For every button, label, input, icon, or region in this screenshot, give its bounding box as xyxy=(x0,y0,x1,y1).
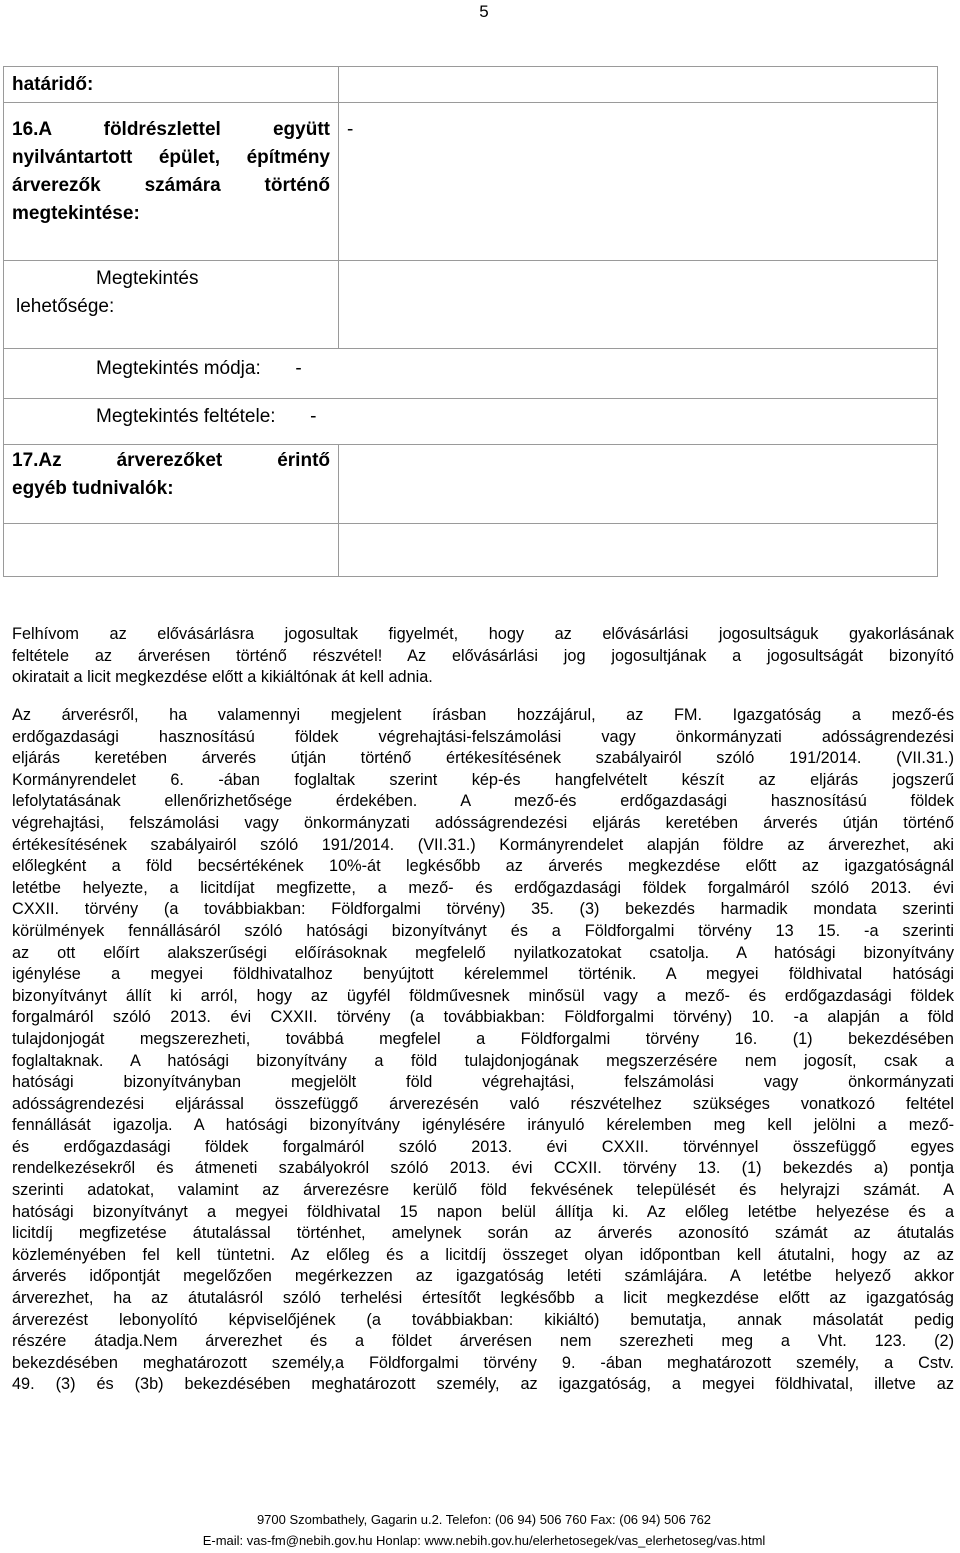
megtekintes-lehetosege-label-2: lehetősége: xyxy=(16,296,115,317)
megtekintes-lehetosege-value-cell xyxy=(339,261,938,349)
megtekintes-modja-value: - xyxy=(295,358,302,379)
preemption-notice-paragraph xyxy=(12,624,954,689)
item16-value: - xyxy=(347,119,354,140)
paragraph-line: szerinti adatokat, valamint az árverezésre kerülő föld fekvésének települését és helyrajzi számát. A xyxy=(12,1181,954,1200)
paragraph-line: CXXII. törvény (a továbbiakban: Földforgalmi törvény) 35. (3) bekezdés harmadik mondata szerinti xyxy=(12,900,954,919)
paragraph-line: foglaltaknak. A hatósági bizonyítvány a föld tulajdonjogának megszerzésére nem jogosít, csak a xyxy=(12,1051,954,1070)
paragraph-line: letétbe helyezte, a licitdíjat megfizette, a mező- és erdőgazdasági földek forgalmáról szóló 2013. évi xyxy=(12,878,954,897)
paragraph-line: Kormányrendelet 6. -ában foglaltak szerint kép-és hangfelvételt készít az eljárás jogszerű xyxy=(12,770,954,789)
paragraph-line: bizonyítványt állít ki arról, hogy az ügyfél földművesnek minősül vagy a mező- és erdőgazdasági földek xyxy=(12,986,954,1005)
footer-address: 9700 Szombathely, Gagarin u.2. Telefon: (06 94) 506 760 Fax: (06 94) 506 762 xyxy=(256,1512,712,1527)
paragraph-line: eljárás keretében árverés útján történő értékesítésének szabályairól szóló 191/2014. (VII.31.) xyxy=(12,749,954,768)
paragraph-line: lefolytatásának ellenőrizhetősége érdekében. A mező-és erdőgazdasági hasznosítású földek xyxy=(12,792,954,811)
megtekintes-lehetosege-cell xyxy=(4,261,339,349)
paragraph-line: értékesítésének szabályairól szóló 191/2014. (VII.31.) Kormányrendelet alapján földre az árverezhet, aki xyxy=(12,835,954,854)
paragraph-line: Az árverésről, ha valamennyi megjelent írásban hozzájárul, az FM. Igazgatóság a mező-és xyxy=(12,706,954,724)
paragraph-line: licitdíj megfizetése átutalással történhet, amelynek során az árverés azonosító számát az átutalás xyxy=(12,1224,954,1243)
paragraph-line: hatósági bizonyítványt a megyei földhivatal 15 napon belül állítja ki. Az előleg letétbe helyezése és a xyxy=(12,1202,954,1221)
paragraph-line: bekezdésében meghatározott személy,a Földforgalmi törvény 9. -ában meghatározott személy, a Cstv. xyxy=(12,1353,954,1372)
footer-contact: E-mail: vas-fm@nebih.gov.hu Honlap: www.nebih.gov.hu/elerhetosegek/vas_elerhetoseg/vas.html xyxy=(202,1533,766,1548)
megtekintes-feltetele-label: Megtekintés feltétele: xyxy=(96,406,276,427)
item16-label: 16.A földrészlettel együtt nyilvántartott épület, építmény árverezők számára történő megtekintése: xyxy=(12,119,330,224)
item17-label-2: egyéb tudnivalók: xyxy=(12,478,174,499)
paragraph-line: rendelkezésekről és átmeneti szabályokról szóló 2013. évi CCXII. törvény 13. (1) bekezdés a) pontja xyxy=(12,1159,954,1178)
paragraph-line: végrehajtási, felszámolási vagy önkormányzati adósságrendezési eljárás keretében árverés útján történő xyxy=(12,813,954,832)
paragraph-line: közleményében fel kell tüntetni. Az előleg és a licitdíj összeget olyan időpontban kell átutalni, hogy az az xyxy=(12,1245,954,1264)
empty-label-cell xyxy=(4,524,339,577)
hatarido-label: határidő: xyxy=(12,74,94,95)
auction-info-table xyxy=(3,66,938,577)
paragraph-line: előlegként a föld becsértékének 10%-át legkésőbb az árverés megkezdése előtt az igazgatóságnál xyxy=(12,857,954,876)
paragraph-line: erdőgazdasági hasznosítású földek végrehajtási-felszámolási vagy önkormányzati adósságrendezési xyxy=(12,727,954,746)
paragraph-line: árverés időpontját megelőzően megérkezzen az igazgatóság letéti számlájára. A letétbe helyező akkor xyxy=(12,1267,954,1286)
paragraph-line: árverezhet, ha az átutalásról szóló terhelési értesítőt legkésőbb a licit megkezdése előtt az igazgatóság xyxy=(12,1289,954,1308)
megtekintes-lehetosege-label-1: Megtekintés xyxy=(96,268,199,289)
paragraph-line: fennállását igazolja. A hatósági bizonyítvány igénylésére irányuló kérelemben meg kell jelölni a mező- xyxy=(12,1116,954,1135)
item16-value-cell xyxy=(339,103,938,261)
item17-cell xyxy=(4,445,339,524)
paragraph-line: árverezést lebonyolító képviselőjének (a továbbiakban: kikiáltó) bemutatja, annak másolatát pedig xyxy=(12,1310,954,1329)
paragraph-line: körülmények fennállásáról szóló hatósági bizonyítványt és a Földforgalmi törvény 13 15. -a szerinti xyxy=(12,921,954,940)
megtekintes-modja-row xyxy=(4,349,938,399)
hatarido-cell xyxy=(4,67,339,103)
recording-and-deposit-paragraph xyxy=(12,705,954,1396)
megtekintes-modja-label: Megtekintés módja: xyxy=(96,358,261,379)
paragraph-line: Felhívom az elővásárlásra jogosultak figyelmét, hogy az elővásárlási jogosultságuk gyakorlásának xyxy=(12,625,954,643)
hatarido-value-cell xyxy=(339,67,938,103)
paragraph-line: okiratait a licit megkezdése előtt a kikiáltónak át kell adnia. xyxy=(12,668,433,687)
paragraph-line: részére átadja.Nem árverezhet és a földet árverésen nem szerezheti meg a Vht. 123. (2) xyxy=(12,1332,954,1351)
item17-value-cell xyxy=(339,445,938,524)
paragraph-line: adósságrendezési eljárással összefüggő árverezésén való részvételhez szükséges vonatkozó feltétel xyxy=(12,1094,954,1113)
empty-value-cell xyxy=(339,524,938,577)
megtekintes-feltetele-row xyxy=(4,399,938,445)
paragraph-line: és erdőgazdasági földek forgalmáról szóló 2013. évi CXXII. törvénnyel összefüggő egyes xyxy=(12,1137,954,1156)
paragraph-line: igénylése a megyei földhivatalhoz benyújtott kérelemmel történik. A megyei földhivatal hatósági xyxy=(12,965,954,984)
paragraph-line: 49. (3) és (3b) bekezdésében meghatározott személy, az igazgatóság, a megyei földhivatal, illetve az xyxy=(12,1375,954,1394)
megtekintes-feltetele-value: - xyxy=(310,406,317,427)
page-number: 5 xyxy=(479,2,489,21)
paragraph-line: hatósági bizonyítványban megjelölt föld végrehajtási, felszámolási vagy önkormányzati xyxy=(12,1073,954,1092)
item17-label-1: 17.Az árverezőket érintő xyxy=(12,450,330,471)
paragraph-line: feltétele az árverésen történő részvétel! Az elővásárlási jog jogosultjának a jogosultságát bizonyító xyxy=(12,646,954,665)
paragraph-line: forgalmáról szóló 2013. évi CXXII. törvény (a továbbiakban: Földforgalmi törvény) 10. -a alapján a föld xyxy=(12,1008,954,1027)
item16-cell xyxy=(4,103,339,261)
paragraph-line: az ott előírt alakszerűségi előírásoknak megfelelő nyilatkozatokat csatolja. A hatósági bizonyítvány xyxy=(12,943,954,962)
paragraph-line: tulajdonjogát megszerezheti, továbbá megfelel a Földforgalmi törvény 16. (1) bekezdésében xyxy=(12,1029,954,1048)
